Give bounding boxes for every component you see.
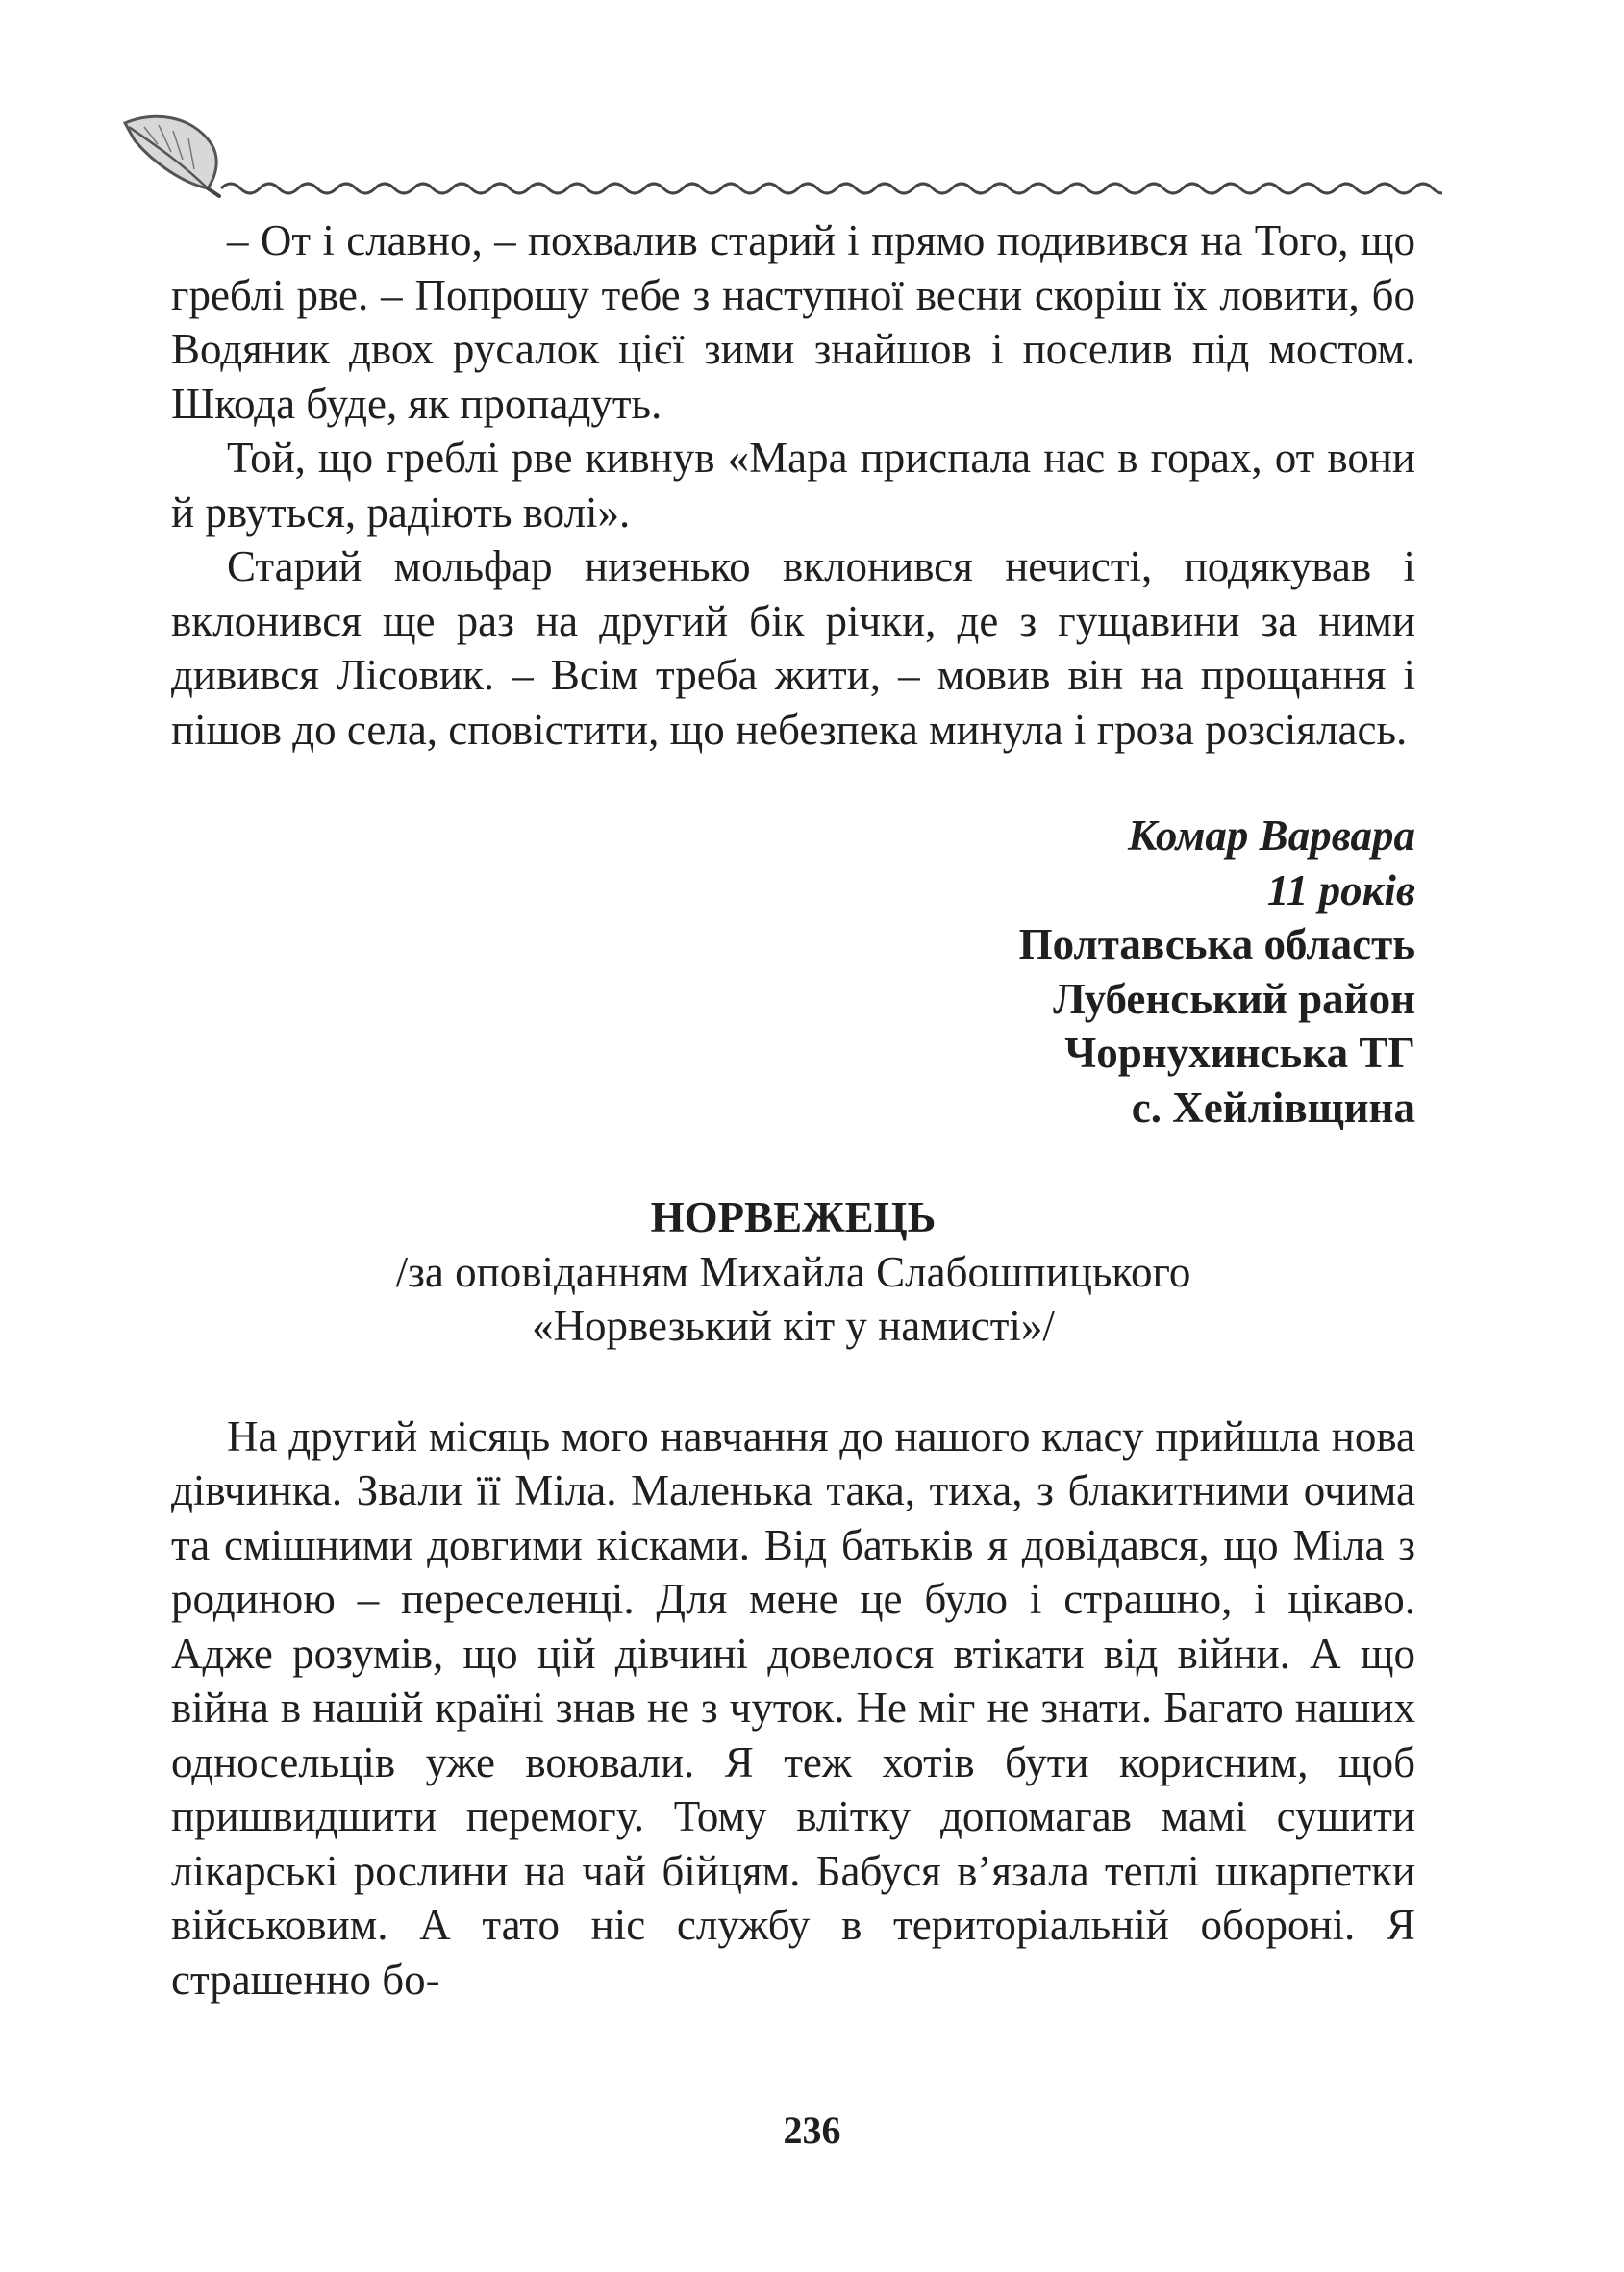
- page-content: [171, 213, 1415, 2007]
- author-age: 11 років: [1266, 865, 1415, 914]
- paragraph: На другий місяць мого навчання до нашого класу прийшла нова дівчинка. Звали її Міла. Маленька така, тиха, з блакитними очима та смішними довгими кісками. Від батьків я довідався, що Міла з родиною – переселенці. Для мене це було і страшно, і цікаво. Адже розумів, що цій дівчині довелося втікати від війни. А що війна в нашій країні знав не з чуток. Не міг не знати. Багато наших односельців уже воювали. Я теж хотів бути корисним, щоб пришвидшити перемогу. Тому влітку допомагав мамі сушити лікарські рослини на чай бійцям. Бабуся в’язала теплі шкарпетки військовим. А тато ніс службу в територіальній обороні. Я страшенно бо-: [171, 1411, 1415, 2004]
- story-body: [171, 1410, 1415, 2008]
- header-ornament: [115, 106, 1442, 202]
- paragraph: Той, що греблі рве кивнув «Мара приспала нас в горах, от вони й рвуться, радіють волі».: [171, 434, 1415, 537]
- story-subtitle-line2: «Норвезький кіт у намисті»/: [532, 1302, 1055, 1350]
- author-signature: [171, 809, 1415, 1135]
- page-number: 236: [783, 2109, 841, 2152]
- feather-quill-icon: [125, 116, 219, 196]
- author-district: Лубенський район: [1053, 974, 1415, 1023]
- paragraph: – От і славно, – похвалив старий і прямо подивився на Того, що греблі рве. – Попрошу тебе з наступної весни скоріш їх ловити, бо Водяник двох русалок цієї зими знайшов і поселив під мостом. Шкода буде, як пропадуть.: [171, 216, 1415, 428]
- story-title: НОРВЕЖЕЦЬ: [650, 1193, 937, 1241]
- author-name: Комар Варвара: [1128, 811, 1415, 860]
- story-heading: [171, 1190, 1415, 1354]
- paragraph: Старий мольфар низенько вклонився нечисті, подякував і вклонився ще раз на другий бік річки, де з гущавини за ними дивився Лісовик. – Всім треба жити, – мовив він на прощання і пішов до села, сповістити, що небезпека минула і гроза розсіялась.: [171, 542, 1415, 754]
- wave-divider: [221, 184, 1442, 193]
- story-subtitle-line1: /за оповіданням Михайла Слабошпицького: [395, 1247, 1191, 1296]
- author-village: с. Хейлівщина: [1131, 1083, 1415, 1132]
- author-community: Чорнухинська ТГ: [1064, 1029, 1415, 1077]
- author-oblast: Полтавська область: [1018, 920, 1415, 968]
